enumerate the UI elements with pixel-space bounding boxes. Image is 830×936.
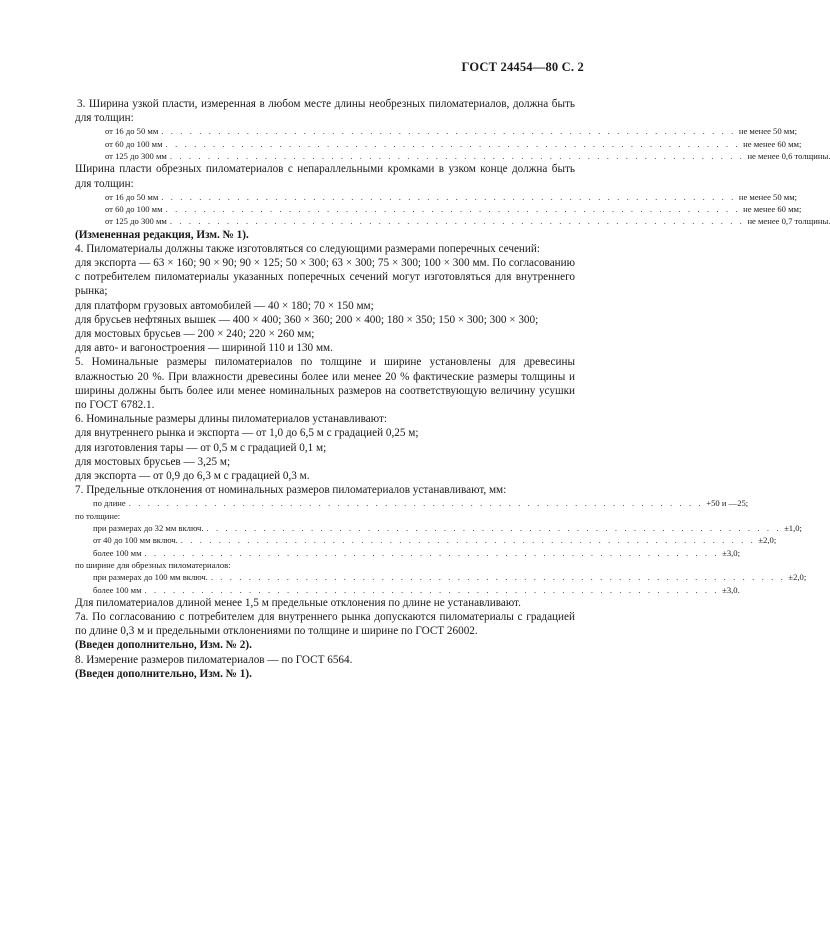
section-4-paragraph: для брусьев нефтяных вышек — 400 × 400; 360 × 360; 200 × 400; 180 × 350; 150 × 300; 300 × 300;: [75, 313, 539, 326]
section-4-paragraph: для экспорта — 63 × 160; 90 × 90; 90 × 125; 50 × 300; 63 × 300; 75 × 300; 100 × 300 мм. По согласованию с потребителем пиломатериалы указанных поперечных сечений могут изготовляться для внутреннего рынка;: [75, 257, 575, 298]
page-content: [75, 97, 830, 681]
table-row: от 40 до 100 мм включ. . . . . . . . . . . . . . . . . . . . . . . . . . . . . . . . . . . . . . . . . . . . . . . . . . . . . . . . . . . . . . ±2,0;: [93, 535, 777, 546]
section-3-table-2: [75, 191, 830, 228]
section-4-paragraph: для авто- и вагоностроения — шириной 110 и 130 мм.: [75, 342, 333, 355]
section-6-paragraph: для мостовых брусьев — 3,25 м;: [75, 455, 231, 468]
table-row: более 100 мм . . . . . . . . . . . . . . . . . . . . . . . . . . . . . . . . . . . . . . . . . . . . . . . . . . . . . . . . . . . . . ±3,0.: [93, 584, 740, 595]
section-3-intro: 3. Ширина узкой пласти, измеренная в любом месте длины необрезных пиломатериалов, должна быть для толщин:: [75, 98, 575, 125]
section-6-paragraph: для внутреннего рынка и экспорта — от 1,0 до 6,5 м с градацией 0,25 м;: [75, 427, 419, 440]
section-6-paragraph: для экспорта — от 0,9 до 6,3 м с градацией 0,3 м.: [75, 470, 310, 483]
page-header: ГОСТ 24454—80 С. 2: [461, 60, 584, 74]
section-6-paragraph: 6. Номинальные размеры длины пиломатериалов устанавливают:: [75, 413, 387, 426]
section-8-amendment-note: (Введен дополнительно, Изм. № 1).: [75, 667, 252, 680]
table-row: от 125 до 300 мм . . . . . . . . . . . . . . . . . . . . . . . . . . . . . . . . . . . . . . . . . . . . . . . . . . . . . . . . . . . . . не менее 0,7 толщины.: [105, 216, 830, 227]
table-row: от 125 до 300 мм . . . . . . . . . . . . . . . . . . . . . . . . . . . . . . . . . . . . . . . . . . . . . . . . . . . . . . . . . . . . . не менее 0,6 толщины.: [105, 151, 830, 161]
section-7a-amendment-note: (Введен дополнительно, Изм. № 2).: [75, 639, 252, 652]
table-row: от 60 до 100 мм . . . . . . . . . . . . . . . . . . . . . . . . . . . . . . . . . . . . . . . . . . . . . . . . . . . . . . . . . . . . . не менее 60 мм;: [105, 204, 802, 214]
section-4-paragraph: для платформ грузовых автомобилей — 40 × 180; 70 × 150 мм;: [75, 299, 374, 312]
table-subheading: по ширине для обрезных пиломатериалов:: [75, 559, 231, 570]
section-4-paragraph: для мостовых брусьев — 200 × 240; 220 × 260 мм;: [75, 328, 315, 341]
table-row: от 16 до 50 мм . . . . . . . . . . . . . . . . . . . . . . . . . . . . . . . . . . . . . . . . . . . . . . . . . . . . . . . . . . . . . не менее 50 мм;: [105, 191, 798, 202]
table-row: от 16 до 50 мм . . . . . . . . . . . . . . . . . . . . . . . . . . . . . . . . . . . . . . . . . . . . . . . . . . . . . . . . . . . . . не менее 50 мм;: [105, 126, 798, 137]
section-6-paragraph: для изготовления тары — от 0,5 м с градацией 0,1 м;: [75, 441, 327, 454]
section-5-paragraph: 5. Номинальные размеры пиломатериалов по толщине и ширине установлены для древесины влажностью 20 %. При влажности древесины более или менее 20 % фактические размеры толщины и ширины должны быть более или менее номинальных размеров на соответствующую величину усушки по ГОСТ 6782.1.: [75, 356, 575, 412]
table-row: при размерах до 32 мм включ. . . . . . . . . . . . . . . . . . . . . . . . . . . . . . . . . . . . . . . . . . . . . . . . . . . . . . . . . . . . . . ±1,0;: [93, 523, 802, 534]
table-subheading: по толщине:: [75, 510, 121, 521]
section-7-paragraph: 7. Предельные отклонения от номинальных размеров пиломатериалов устанавливают, мм:: [75, 484, 507, 497]
section-7-tolerance-table: [75, 497, 807, 595]
table-row: от 60 до 100 мм . . . . . . . . . . . . . . . . . . . . . . . . . . . . . . . . . . . . . . . . . . . . . . . . . . . . . . . . . . . . . не менее 60 мм;: [105, 138, 802, 149]
section-3-amendment-note: (Измененная редакция, Изм. № 1).: [75, 228, 249, 241]
section-7-paragraph: Для пиломатериалов длиной менее 1,5 м предельные отклонения по длине не устанавливают.: [75, 596, 521, 609]
section-3-table-1: [75, 125, 830, 162]
section-3-intro-2: Ширина пласти обрезных пиломатериалов с непараллельными кромками в узком конце должна быть для толщин:: [75, 163, 575, 190]
table-row: по длине . . . . . . . . . . . . . . . . . . . . . . . . . . . . . . . . . . . . . . . . . . . . . . . . . . . . . . . . . . . . . +50 и —25;: [93, 498, 749, 509]
section-4-paragraph: 4. Пиломатериалы должны также изготовляться со следующими размерами поперечных сечений:: [75, 242, 540, 255]
table-row: при размерах до 100 мм включ. . . . . . . . . . . . . . . . . . . . . . . . . . . . . . . . . . . . . . . . . . . . . . . . . . . . . . . . . . . . . . ±2,0;: [93, 572, 807, 583]
table-row: более 100 мм . . . . . . . . . . . . . . . . . . . . . . . . . . . . . . . . . . . . . . . . . . . . . . . . . . . . . . . . . . . . . ±3,0;: [93, 547, 740, 558]
section-8-paragraph: 8. Измерение размеров пиломатериалов — по ГОСТ 6564.: [75, 653, 353, 666]
section-7a-paragraph: 7а. По согласованию с потребителем для внутреннего рынка допускаются пиломатериалы с градацией по длине 0,3 м и предельными отклонениями по толщине и ширине по ГОСТ 26002.: [75, 611, 575, 638]
